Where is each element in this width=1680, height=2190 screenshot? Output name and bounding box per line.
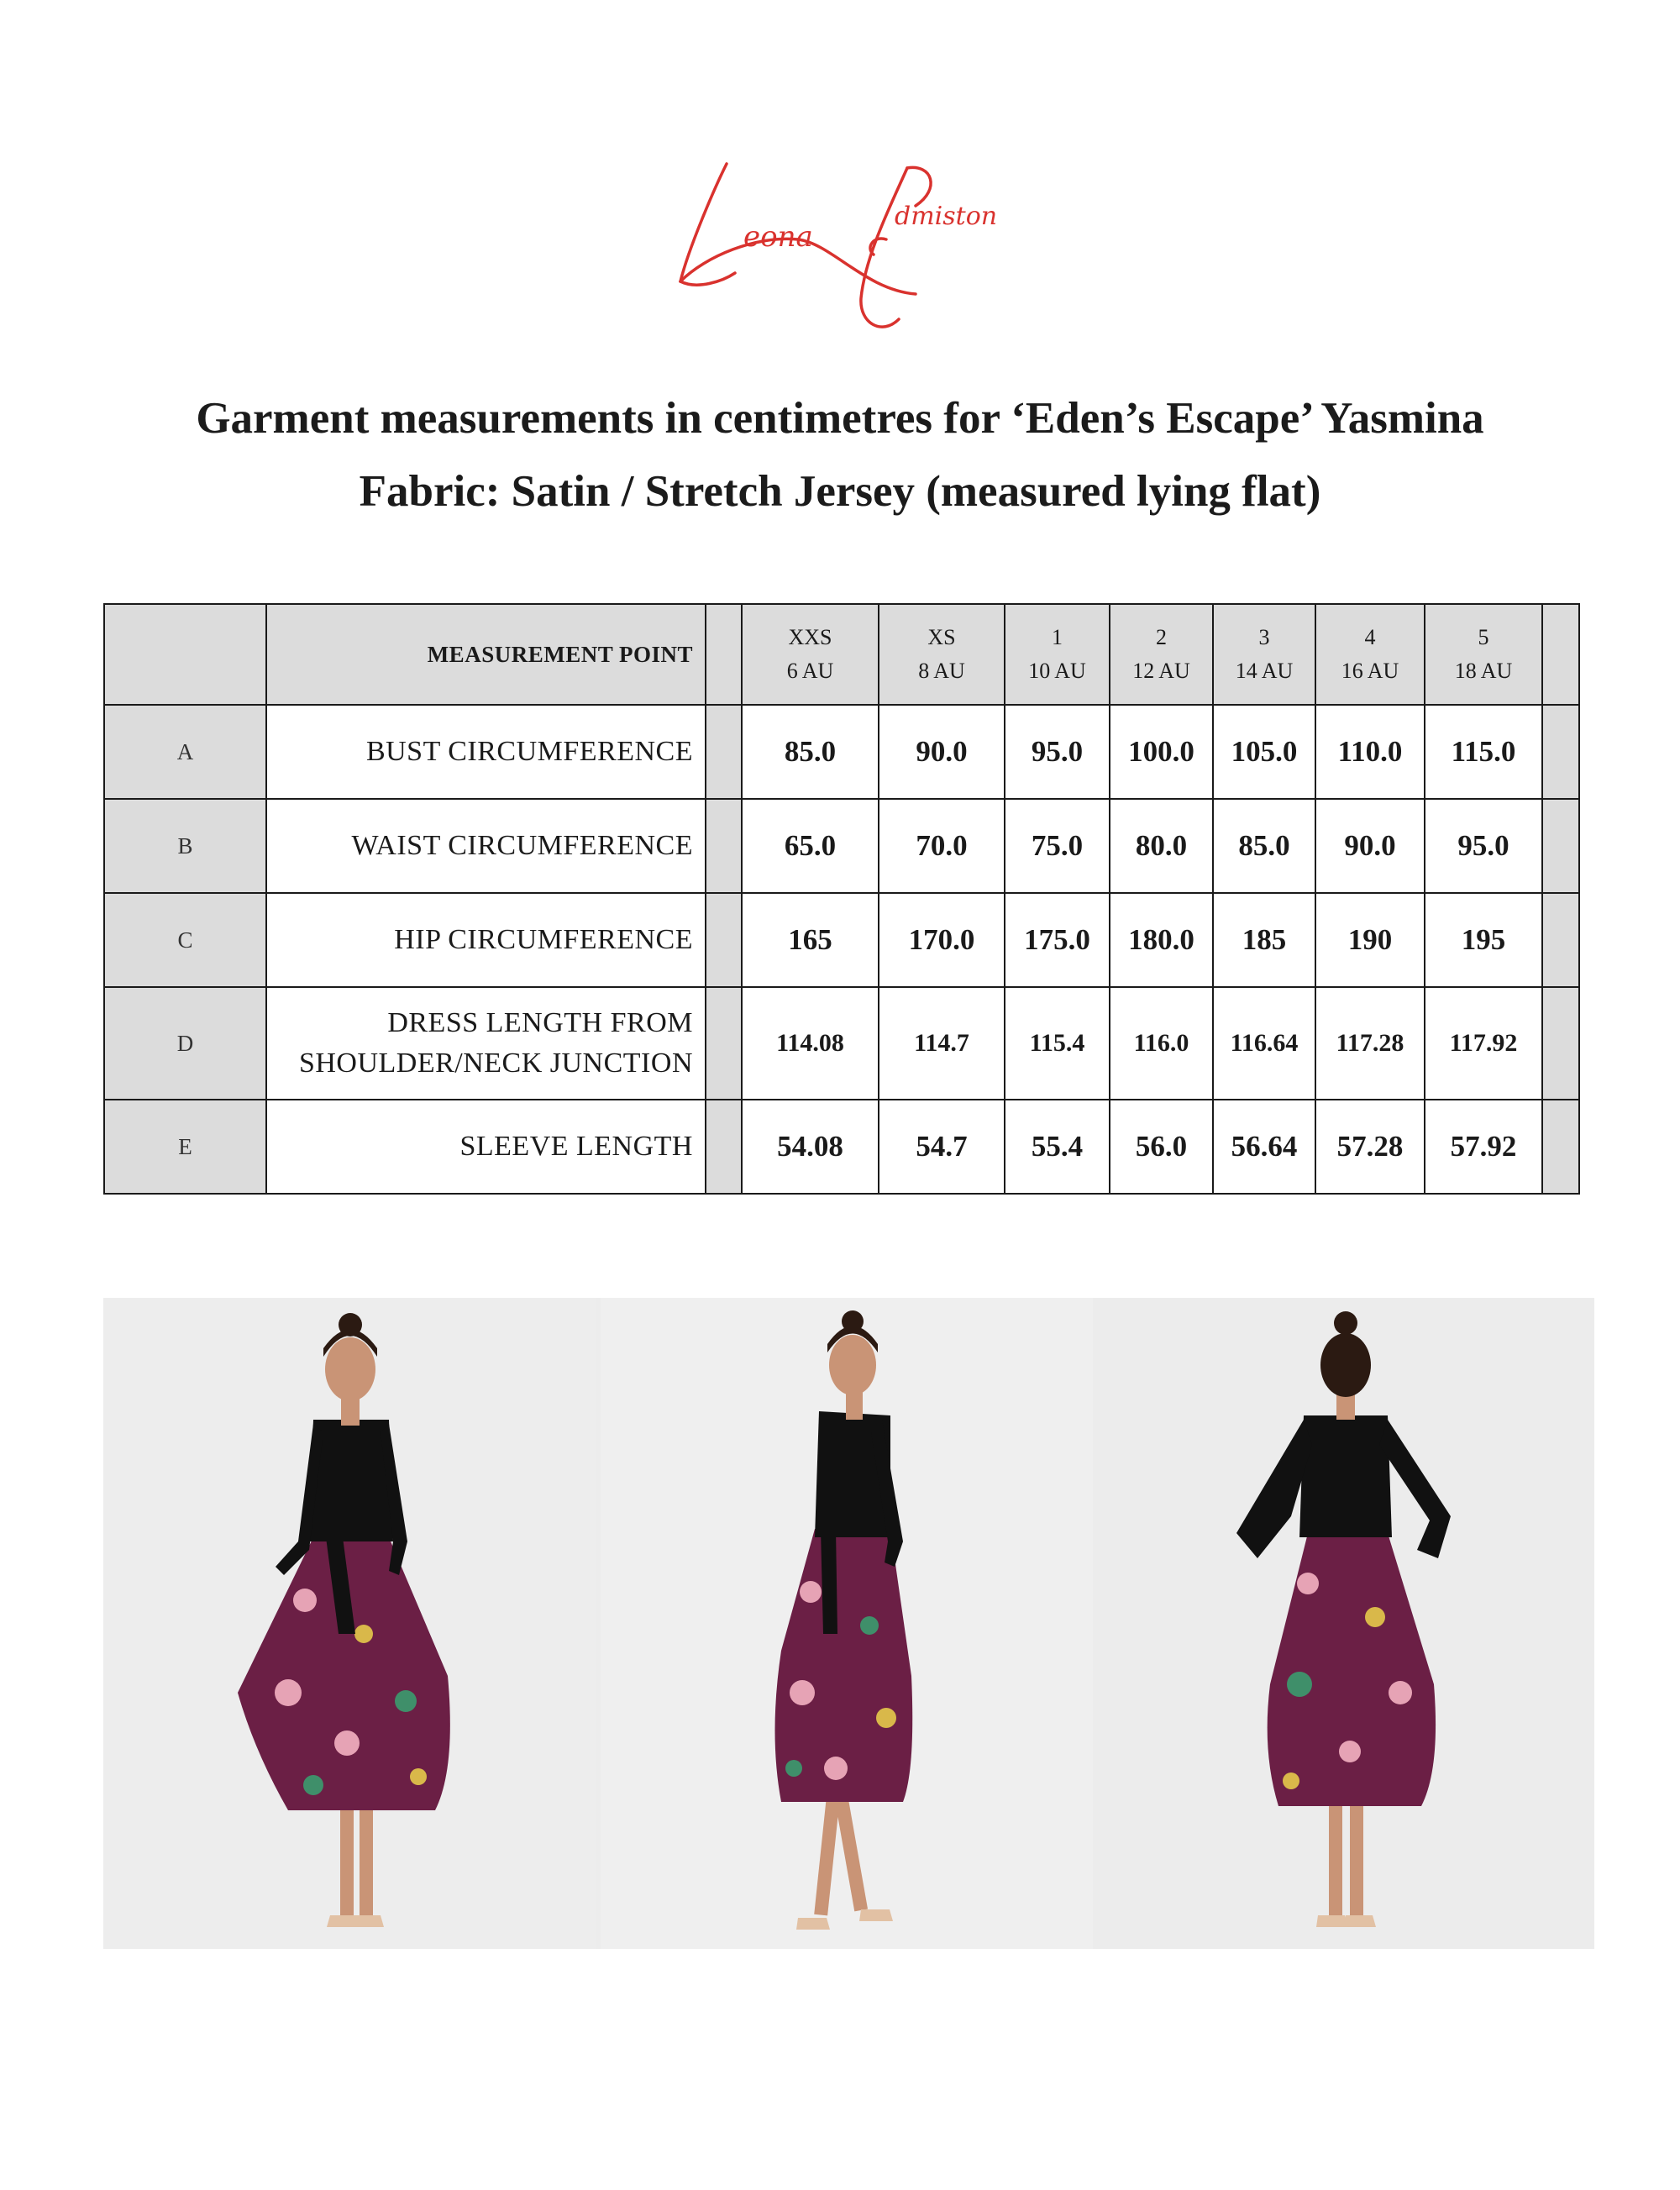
page-title-line-2: Fabric: Satin / Stretch Jersey (measured lying flat) bbox=[359, 467, 1321, 516]
value-cell: 95.0 bbox=[1425, 799, 1542, 893]
spacer-cell bbox=[1542, 604, 1579, 705]
page-title-line-1: Garment measurements in centimetres for ‘Eden’s Escape’ Yasmina bbox=[196, 394, 1484, 443]
brand-logo bbox=[664, 155, 1016, 340]
row-code: B bbox=[104, 799, 266, 893]
row-code: C bbox=[104, 893, 266, 987]
value-cell: 117.92 bbox=[1425, 987, 1542, 1100]
table-row bbox=[104, 799, 1579, 893]
spacer-cell bbox=[706, 705, 742, 799]
size-header: 3 14 AU bbox=[1213, 604, 1315, 705]
value-cell: 170.0 bbox=[879, 893, 1005, 987]
row-name: HIP CIRCUMFERENCE bbox=[266, 893, 706, 987]
value-cell: 54.7 bbox=[879, 1100, 1005, 1194]
value-cell: 195 bbox=[1425, 893, 1542, 987]
product-photo-front bbox=[103, 1298, 596, 1949]
value-cell: 165 bbox=[742, 893, 879, 987]
product-photo-side bbox=[601, 1298, 1093, 1949]
value-cell: 65.0 bbox=[742, 799, 879, 893]
value-cell: 56.64 bbox=[1213, 1100, 1315, 1194]
value-cell: 180.0 bbox=[1110, 893, 1213, 987]
spacer-cell bbox=[1542, 799, 1579, 893]
product-photo-back bbox=[1098, 1298, 1594, 1949]
size-header: 1 10 AU bbox=[1005, 604, 1110, 705]
value-cell: 90.0 bbox=[1315, 799, 1425, 893]
value-cell: 175.0 bbox=[1005, 893, 1110, 987]
row-name: DRESS LENGTH FROM SHOULDER/NECK JUNCTION bbox=[266, 987, 706, 1100]
table-header-row bbox=[104, 604, 1579, 705]
size-header: XS 8 AU bbox=[879, 604, 1005, 705]
value-cell: 105.0 bbox=[1213, 705, 1315, 799]
value-cell: 95.0 bbox=[1005, 705, 1110, 799]
value-cell: 90.0 bbox=[879, 705, 1005, 799]
logo-text-leona: eona bbox=[743, 220, 813, 254]
value-cell: 115.0 bbox=[1425, 705, 1542, 799]
size-chart-table bbox=[103, 603, 1580, 1195]
logo-text-edmiston: dmiston bbox=[895, 202, 998, 231]
spacer-cell bbox=[706, 604, 742, 705]
value-cell: 80.0 bbox=[1110, 799, 1213, 893]
header-blank-cell bbox=[104, 604, 266, 705]
value-cell: 56.0 bbox=[1110, 1100, 1213, 1194]
value-cell: 115.4 bbox=[1005, 987, 1110, 1100]
value-cell: 110.0 bbox=[1315, 705, 1425, 799]
row-name: WAIST CIRCUMFERENCE bbox=[266, 799, 706, 893]
value-cell: 114.7 bbox=[879, 987, 1005, 1100]
value-cell: 70.0 bbox=[879, 799, 1005, 893]
value-cell: 116.64 bbox=[1213, 987, 1315, 1100]
value-cell: 57.92 bbox=[1425, 1100, 1542, 1194]
spacer-cell bbox=[706, 799, 742, 893]
size-header: 4 16 AU bbox=[1315, 604, 1425, 705]
table-row bbox=[104, 1100, 1579, 1194]
spacer-cell bbox=[1542, 893, 1579, 987]
value-cell: 85.0 bbox=[1213, 799, 1315, 893]
row-code: A bbox=[104, 705, 266, 799]
value-cell: 185 bbox=[1213, 893, 1315, 987]
size-header: 5 18 AU bbox=[1425, 604, 1542, 705]
table-row bbox=[104, 987, 1579, 1100]
table-row bbox=[104, 893, 1579, 987]
spacer-cell bbox=[1542, 1100, 1579, 1194]
size-header: 2 12 AU bbox=[1110, 604, 1213, 705]
spacer-cell bbox=[1542, 987, 1579, 1100]
value-cell: 190 bbox=[1315, 893, 1425, 987]
spacer-cell bbox=[706, 893, 742, 987]
spacer-cell bbox=[1542, 705, 1579, 799]
row-name: SLEEVE LENGTH bbox=[266, 1100, 706, 1194]
value-cell: 57.28 bbox=[1315, 1100, 1425, 1194]
row-code: D bbox=[104, 987, 266, 1100]
size-header: XXS 6 AU bbox=[742, 604, 879, 705]
product-photo-strip bbox=[103, 1298, 1594, 1949]
value-cell: 75.0 bbox=[1005, 799, 1110, 893]
measurement-point-header: MEASUREMENT POINT bbox=[266, 604, 706, 705]
value-cell: 114.08 bbox=[742, 987, 879, 1100]
value-cell: 54.08 bbox=[742, 1100, 879, 1194]
spacer-cell bbox=[706, 1100, 742, 1194]
value-cell: 55.4 bbox=[1005, 1100, 1110, 1194]
value-cell: 116.0 bbox=[1110, 987, 1213, 1100]
spacer-cell bbox=[706, 987, 742, 1100]
table-row bbox=[104, 705, 1579, 799]
row-code: E bbox=[104, 1100, 266, 1194]
value-cell: 85.0 bbox=[742, 705, 879, 799]
value-cell: 100.0 bbox=[1110, 705, 1213, 799]
value-cell: 117.28 bbox=[1315, 987, 1425, 1100]
row-name: BUST CIRCUMFERENCE bbox=[266, 705, 706, 799]
